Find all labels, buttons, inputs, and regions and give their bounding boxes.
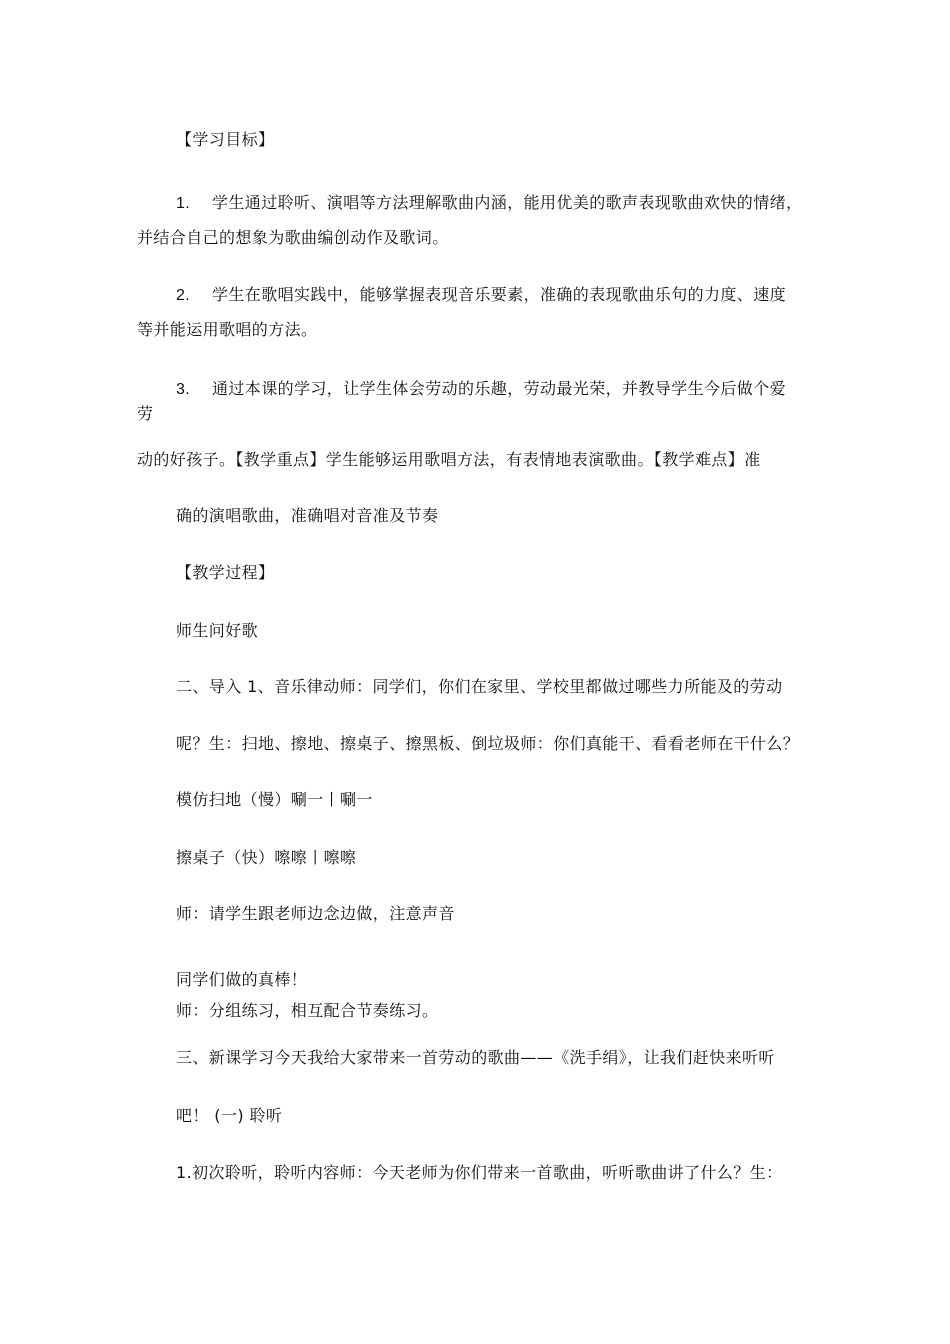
- objective-1-text: 学生通过聆听、演唱等方法理解歌曲内涵，能用优美的歌声表现歌曲欢快的情绪，: [212, 193, 803, 212]
- intro-line-1: 二、导入 1、音乐律动师：同学们，你们在家里、学校里都做过哪些力所能及的劳动: [176, 677, 783, 696]
- objective-1-line-2: 并结合自己的想象为歌曲编创动作及歌词。: [137, 228, 449, 247]
- objective-3-line-1-wrap: 劳: [137, 404, 154, 423]
- greeting-song: 师生问好歌: [176, 621, 259, 640]
- new-lesson-line-2: 吧！ (一) 聆听: [176, 1106, 283, 1125]
- objective-1-line-1: [176, 192, 802, 215]
- objective-2-line-2: 等并能运用歌唱的方法。: [137, 320, 318, 339]
- group-practice: 师：分组练习，相互配合节奏练习。: [176, 1001, 439, 1020]
- objective-3-number: 3.: [176, 381, 191, 398]
- teacher-instruction: 师：请学生跟老师边念边做，注意声音: [176, 904, 455, 923]
- objective-2-number: 2.: [176, 287, 191, 304]
- first-listen: 1.初次聆听，聆听内容师：今天老师为你们带来一首歌曲，听听歌曲讲了什么？生：: [176, 1163, 783, 1182]
- intro-line-2: 呢？生：扫地、擦地、擦桌子、擦黑板、倒垃圾师：你们真能干、看看老师在干什么？: [176, 734, 800, 753]
- objective-3-line-2: 动的好孩子。【教学重点】学生能够运用歌唱方法，有表情地表演歌曲。【教学难点】准: [137, 450, 761, 469]
- imitate-sweep: 模仿扫地（慢）唰一丨唰一: [176, 790, 373, 809]
- objective-3-line-1: [176, 378, 786, 401]
- objective-3-line-3: 确的演唱歌曲，准确唱对音准及节奏: [176, 506, 439, 525]
- wipe-table: 擦桌子（快）嚓嚓丨嚓嚓: [176, 848, 357, 867]
- praise: 同学们做的真棒！: [176, 970, 308, 989]
- objective-2-text: 学生在歌唱实践中，能够掌握表现音乐要素，准确的表现歌曲乐句的力度、速度: [212, 285, 787, 304]
- objective-2-line-1: [176, 284, 786, 307]
- objective-1-number: 1.: [176, 195, 191, 212]
- objective-3-text: 通过本课的学习，让学生体会劳动的乐趣，劳动最光荣，并教导学生今后做个爱: [212, 379, 787, 398]
- heading-process: 【教学过程】: [176, 563, 275, 582]
- heading-objectives: 【学习目标】: [176, 130, 275, 149]
- new-lesson-line-1: 三、新课学习今天我给大家带来一首劳动的歌曲——《洗手绢》，让我们赶快来听听: [176, 1048, 775, 1067]
